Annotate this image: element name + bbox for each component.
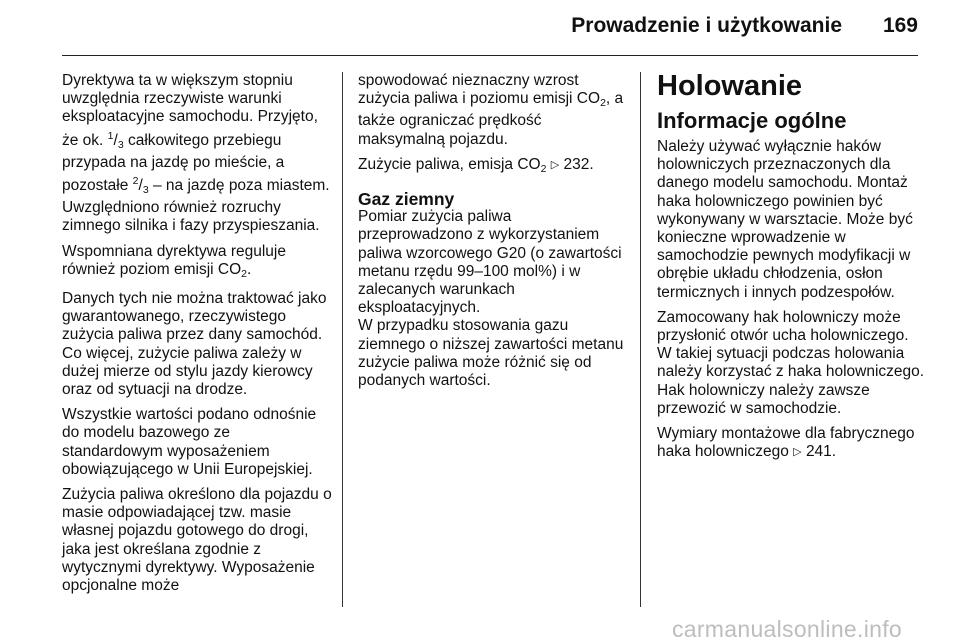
header-divider [62, 55, 918, 56]
page-number: 169 [882, 14, 918, 37]
fraction-numerator: 2 [132, 175, 139, 188]
page-reference-link[interactable]: 241. [805, 443, 837, 461]
header-title: Prowadzenie i użytkowanie [571, 14, 842, 37]
column-divider [640, 72, 641, 607]
paragraph-directive: Dyrektywa ta w większym stopniu uwzględnia rzeczywiste warunki eksploatacyjne samochodu. Przyjęto, że ok. $^1/_3$ całkowitego przebiegu przypada na jazdę po mieście, a pozostałe $^2/_3$ – na jazdę poza miastem. Uwzględniono również rozruchy zimnego silnika i fazy przyspieszania. [62, 72, 330, 235]
paragraph-base-model: Wszystkie wartości podano odnośnie do modelu bazowego ze standardowym wyposażeniem obowiązującego w Unii Europejskiej. [62, 406, 317, 478]
paragraph-mounted-hook: Zamocowany hak holowniczy może przysłonić otwór ucha holowniczego. W takiej sytuacji podczas holowania należy korzystać z haka holowniczego. Hak holowniczy należy zawsze przewozić w samochodzie. [657, 308, 925, 417]
section-title-towing: Holowanie [657, 70, 803, 102]
paragraph-gas-variation: W przypadku stosowania gazu ziemnego o niższej zawartości metanu zużycie paliwa może różnić się od podanych wartości. [358, 317, 624, 390]
section-subtitle-general-info: Informacje ogólne [657, 108, 847, 133]
paragraph-emission: Wspomniana dyrektywa reguluje również poziom emisji $CO_2$. [62, 242, 286, 280]
fraction-denominator: 3 [117, 138, 124, 151]
paragraph-mass: Zużycia paliwa określono dla pojazdu o masie odpowiadającej tzw. masie własnej pojazdu gotowego do drogi, jaka jest określana zgodnie z wytycznymi dyrektywy. Wyposażenie opcjonalne może [62, 486, 332, 595]
page-reference-arrow-icon[interactable]: ▷ [550, 158, 560, 171]
column-right [657, 70, 927, 469]
column-middle [358, 72, 628, 397]
fraction-numerator: 1 [107, 129, 114, 142]
page-reference-arrow-icon[interactable]: ▷ [793, 446, 802, 459]
section-heading-natural-gas: Gaz ziemny [358, 189, 455, 210]
paragraph-disclaimer: Danych tych nie można traktować jako gwarantowanego, rzeczywistego zużycia paliwa przez dany samochód. Co więcej, zużycie paliwa zależy w dużej mierze od stylu jazdy kierowcy oraz od sytuacji na drodze. [62, 290, 327, 399]
paragraph-emission-ref: Zużycie paliwa, emisja $CO_2$ ▷ 232. [358, 155, 594, 175]
paragraph-tow-hooks: Należy używać wyłącznie haków holowniczych przeznaczonych dla danego modelu samochodu. Montaż haka holowniczego powinien być wykonywany w warsztacie. Może być konieczne wprowadzenie w samochodzie pewnych modyfikacji w obrębie układu chłodzenia, osłon termicznych i innych podzespołów. [657, 138, 913, 301]
page-header [0, 0, 960, 52]
page-reference-link[interactable]: 232. [563, 155, 594, 173]
paragraph-dimensions: Wymiary montażowe dla fabrycznego haka holowniczego ▷ 241. [657, 425, 915, 461]
column-divider [342, 72, 343, 607]
watermark: carmanualsonline.info [671, 616, 902, 642]
fraction-denominator: 3 [142, 184, 149, 197]
paragraph-continuation: spowodować nieznaczny wzrost zużycia paliwa i poziomu emisji $CO_2$, a także ograniczać prędkość maksymalną pojazdu. [358, 72, 624, 148]
column-left [62, 72, 334, 602]
paragraph-gas-measurement: Pomiar zużycia paliwa przeprowadzono z wykorzystaniem paliwa wzorcowego G20 (o zawartości metanu rzędu 99–100 mol%) i w zalecanych warunkach eksploatacyjnych. [358, 208, 622, 317]
